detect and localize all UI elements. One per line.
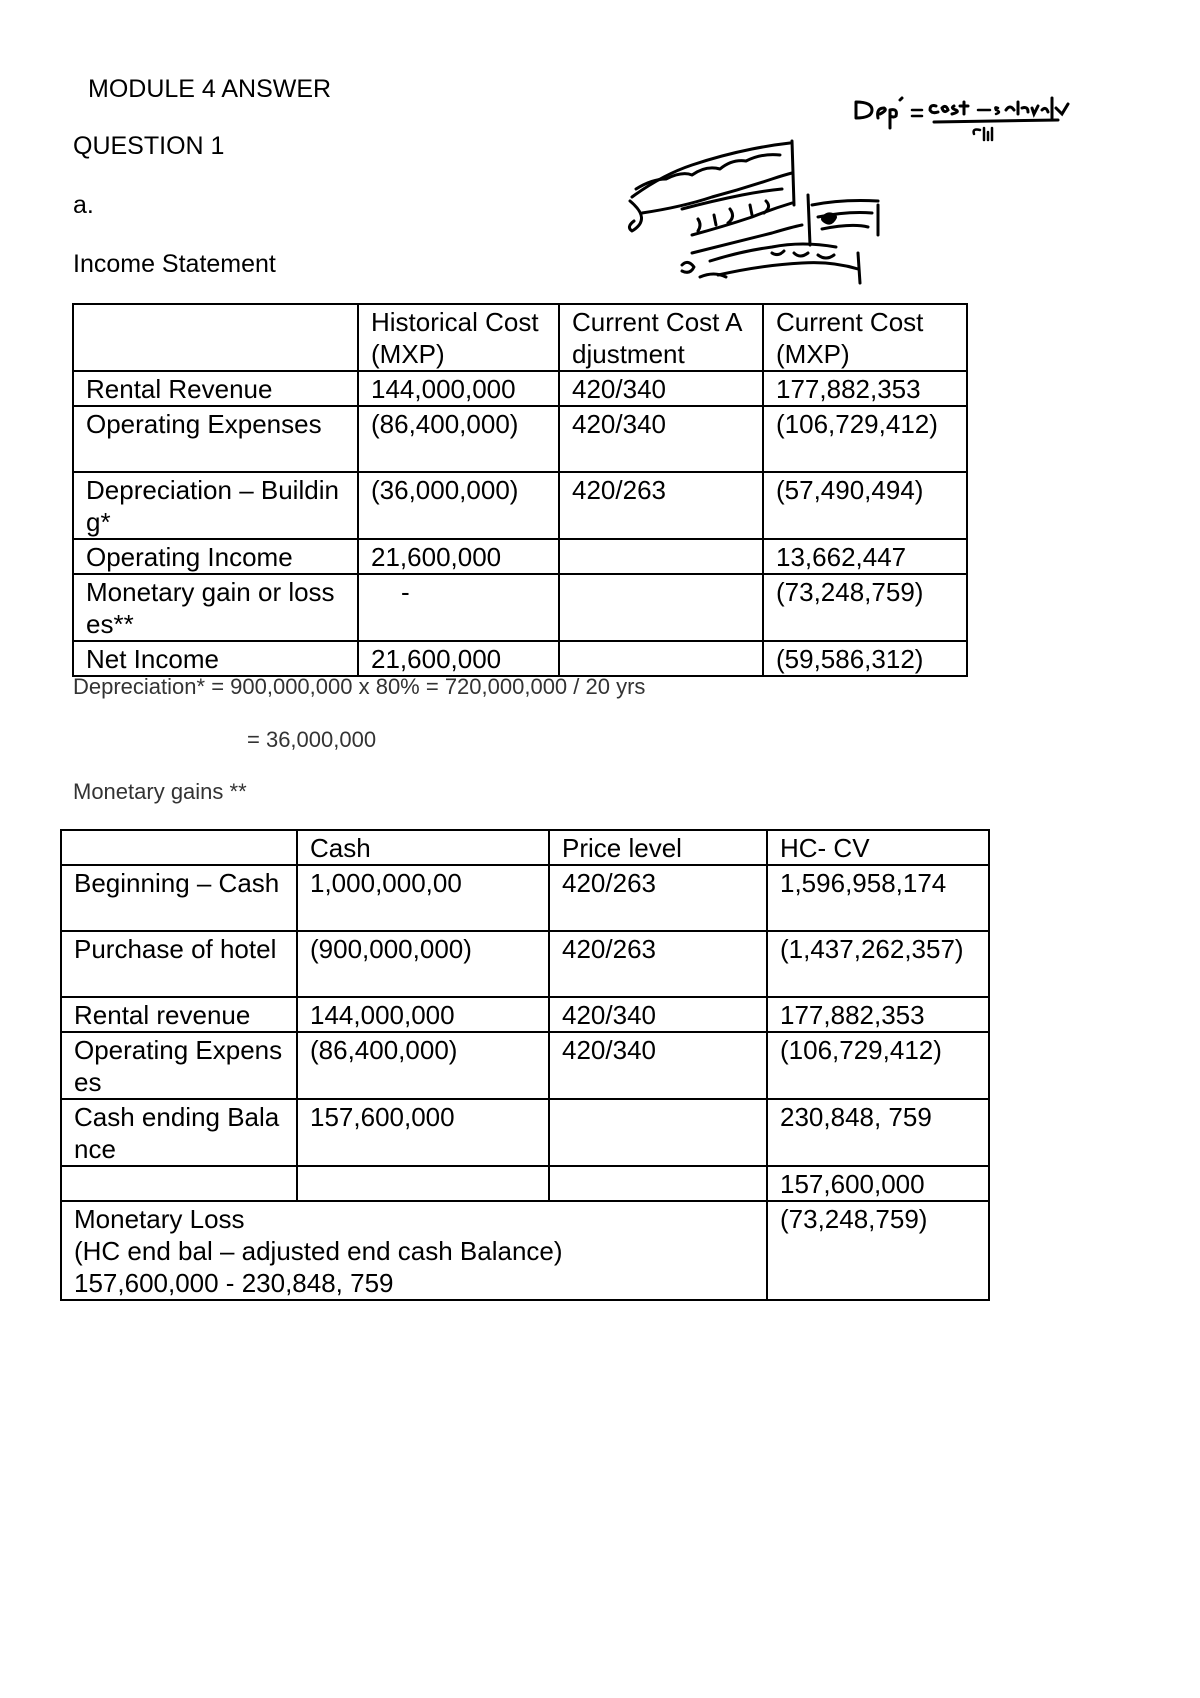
- table-row: [73, 371, 967, 406]
- cell: 420/340: [559, 371, 763, 406]
- monetary-loss-value: (73,248,759): [767, 1201, 989, 1300]
- table-header-row: [61, 830, 989, 865]
- cell: 230,848, 759: [767, 1099, 989, 1166]
- row-label: Purchase of hotel: [61, 931, 297, 997]
- cell: 157,600,000: [297, 1099, 549, 1166]
- table-header-row: [73, 304, 967, 371]
- cell: 157,600,000: [767, 1166, 989, 1201]
- row-label: Operating Expenses: [61, 1032, 297, 1099]
- monetary-loss-description: [61, 1201, 767, 1300]
- table-row: [73, 641, 967, 676]
- cell: 21,600,000: [358, 641, 559, 676]
- cell: -: [358, 574, 559, 641]
- header-cell: Current Cost Adjustment: [559, 304, 763, 371]
- monetary-loss-formula: (HC end bal – adjusted end cash Balance): [74, 1236, 563, 1266]
- table-row: [73, 539, 967, 574]
- cell: (1,437,262,357): [767, 931, 989, 997]
- cell: [549, 1166, 767, 1201]
- part-label: a.: [73, 191, 94, 219]
- row-label: Net Income: [73, 641, 358, 676]
- monetary-loss-row: [61, 1201, 989, 1300]
- monetary-loss-calculation: 157,600,000 - 230,848, 759: [74, 1268, 394, 1298]
- row-label: Rental revenue: [61, 997, 297, 1032]
- row-label: Operating Income: [73, 539, 358, 574]
- cell: (106,729,412): [767, 1032, 989, 1099]
- cell: 420/263: [549, 865, 767, 931]
- cell: 420/340: [549, 997, 767, 1032]
- cell: 420/340: [549, 1032, 767, 1099]
- table-row: [61, 1032, 989, 1099]
- cell: 13,662,447: [763, 539, 967, 574]
- monetary-loss-label: Monetary Loss: [74, 1204, 245, 1234]
- cell: [559, 574, 763, 641]
- row-label: Monetary gain or losses**: [73, 574, 358, 641]
- cell: [559, 539, 763, 574]
- cell: [549, 1099, 767, 1166]
- cell: 144,000,000: [358, 371, 559, 406]
- cell: (73,248,759): [763, 574, 967, 641]
- header-cell: Cash: [297, 830, 549, 865]
- cell: 420/263: [549, 931, 767, 997]
- monetary-gains-table: [60, 829, 990, 1301]
- cell: 21,600,000: [358, 539, 559, 574]
- table-row: [61, 1099, 989, 1166]
- section-title: Income Statement: [73, 250, 276, 278]
- cell: [559, 641, 763, 676]
- header-cell: [61, 830, 297, 865]
- header-cell: Current Cost (MXP): [763, 304, 967, 371]
- cell: 1,596,958,174: [767, 865, 989, 931]
- handwritten-note: [622, 135, 902, 287]
- cell: 420/263: [559, 472, 763, 539]
- cell: (36,000,000): [358, 472, 559, 539]
- header-cell: [73, 304, 358, 371]
- table-row: [73, 574, 967, 641]
- cell: (106,729,412): [763, 406, 967, 472]
- cell: 420/340: [559, 406, 763, 472]
- header-cell: HC- CV: [767, 830, 989, 865]
- depreciation-result: = 36,000,000: [247, 727, 377, 752]
- cell: (900,000,000): [297, 931, 549, 997]
- row-label: Operating Expenses: [73, 406, 358, 472]
- module-title: MODULE 4 ANSWER: [88, 75, 332, 103]
- row-label: [61, 1166, 297, 1201]
- table-row: [73, 472, 967, 539]
- row-label: Cash ending Balance: [61, 1099, 297, 1166]
- row-label: Depreciation – Building*: [73, 472, 358, 539]
- monetary-gains-title: Monetary gains **: [73, 779, 247, 804]
- income-statement-table: [72, 303, 968, 677]
- table-row: [61, 1166, 989, 1201]
- cell: 1,000,000,00: [297, 865, 549, 931]
- table-row: [61, 997, 989, 1032]
- depreciation-note: Depreciation* = 900,000,000 x 80% = 720,000,000 / 20 yrs: [73, 674, 646, 699]
- table-row: [73, 406, 967, 472]
- cell: 177,882,353: [763, 371, 967, 406]
- question-label: QUESTION 1: [73, 132, 225, 160]
- header-cell: Price level: [549, 830, 767, 865]
- cell: (59,586,312): [763, 641, 967, 676]
- cell: (57,490,494): [763, 472, 967, 539]
- cell: 144,000,000: [297, 997, 549, 1032]
- cell: 177,882,353: [767, 997, 989, 1032]
- cell: [297, 1166, 549, 1201]
- table-row: [61, 865, 989, 931]
- table-row: [61, 931, 989, 997]
- cell: (86,400,000): [297, 1032, 549, 1099]
- row-label: Rental Revenue: [73, 371, 358, 406]
- row-label: Beginning – Cash: [61, 865, 297, 931]
- header-cell: Historical Cost (MXP): [358, 304, 559, 371]
- cell: (86,400,000): [358, 406, 559, 472]
